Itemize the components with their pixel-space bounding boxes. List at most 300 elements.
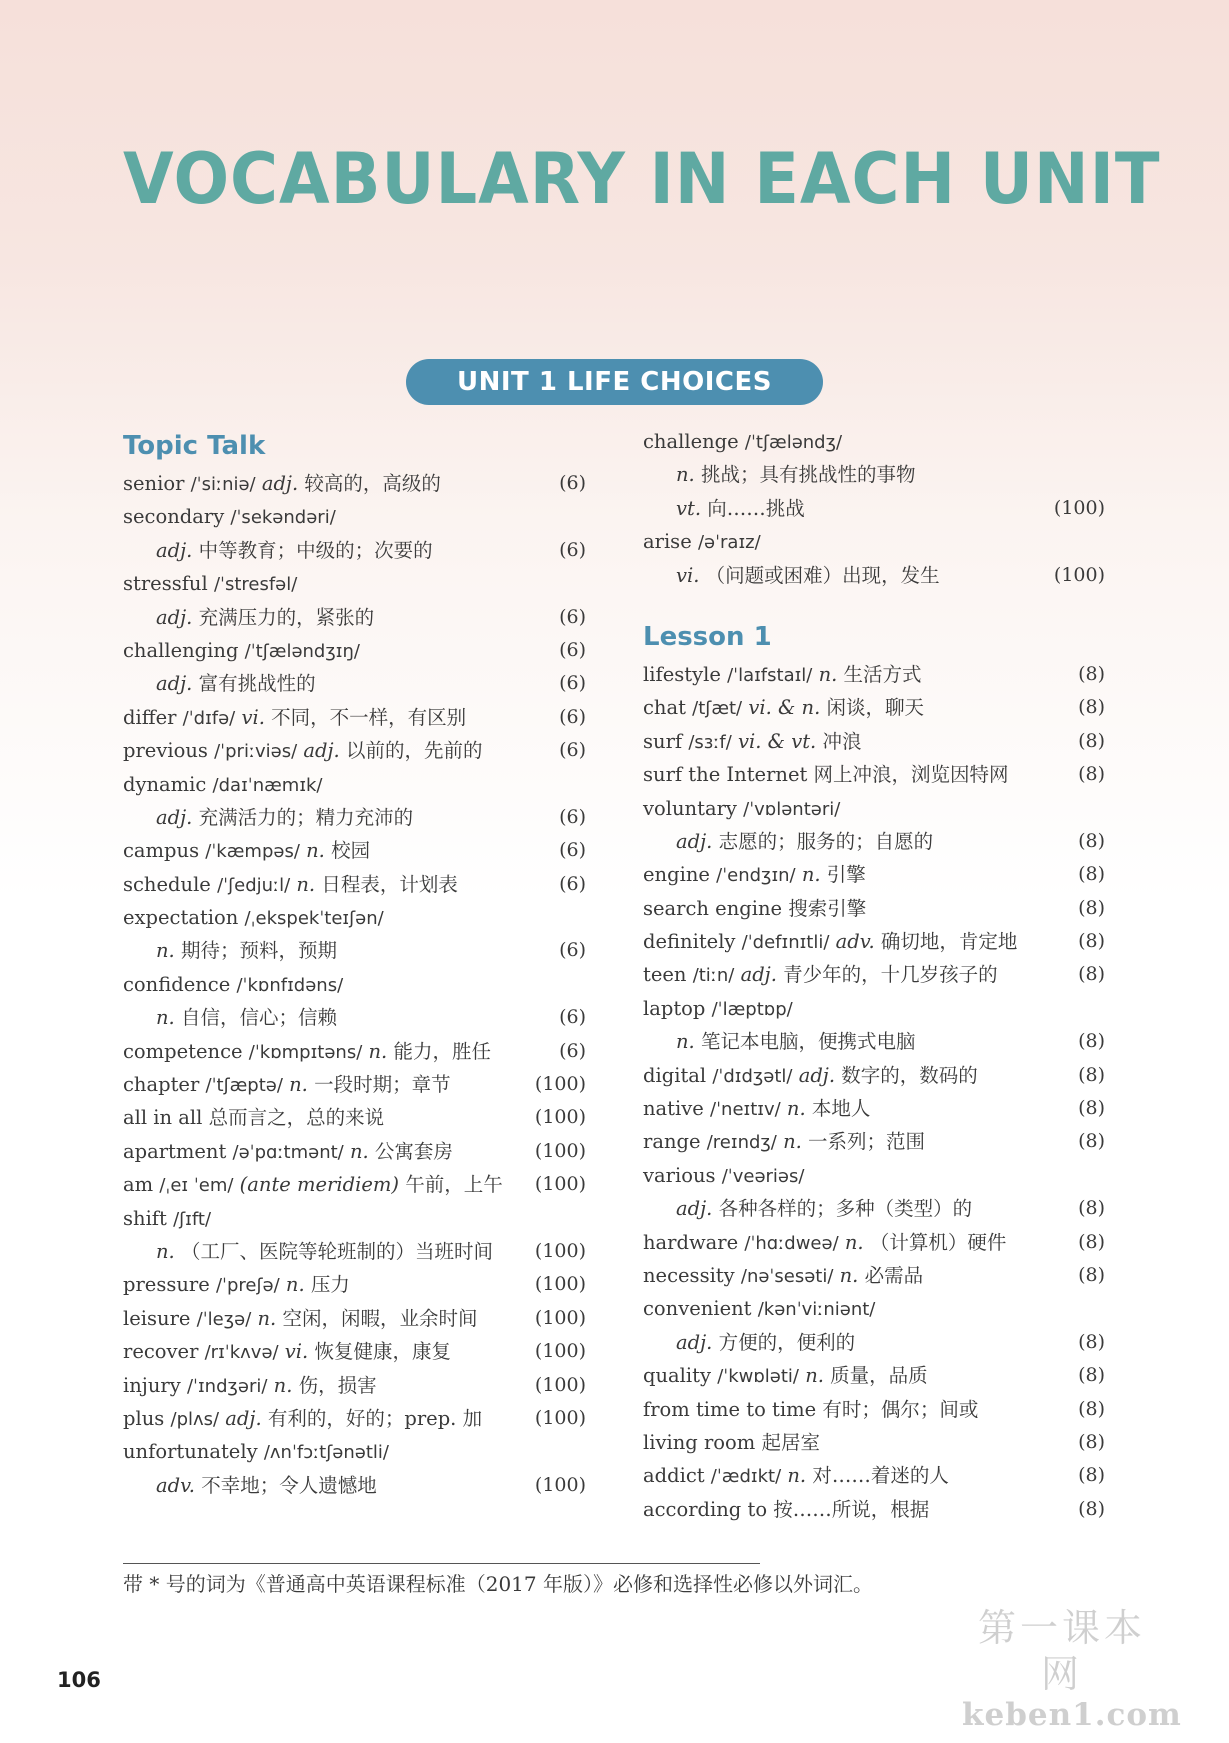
vocab-ipa: /ˈtʃæləndʒ/: [744, 432, 843, 453]
vocab-meaning: 校园: [331, 839, 371, 863]
vocab-entry-text: [643, 1259, 923, 1292]
vocab-entry: [643, 658, 1105, 691]
vocab-entry: [643, 525, 1105, 558]
vocab-word: dynamic: [123, 772, 207, 796]
vocab-entry-text: [643, 425, 842, 458]
vocab-part-of-speech: vi. & n.: [748, 696, 821, 720]
vocab-entry: [123, 567, 586, 600]
vocab-word: hardware: [643, 1230, 739, 1254]
vocab-meaning: 笔记本电脑，便携式电脑: [700, 1030, 916, 1054]
vocab-word: addict: [643, 1464, 705, 1488]
vocab-meaning: 冲浪: [822, 729, 862, 753]
vocab-entry: [123, 500, 586, 533]
vocab-entry: [123, 1469, 586, 1502]
vocab-entry-text: [643, 1493, 929, 1526]
vocab-ipa: /ˈpriːviəs/: [214, 741, 298, 763]
vocab-page-ref: (6): [559, 638, 586, 661]
vocab-part-of-speech: adj.: [676, 1330, 713, 1354]
vocab-word: digital: [643, 1063, 707, 1087]
vocab-word: convenient: [643, 1297, 752, 1321]
vocab-entry: [643, 1059, 1105, 1092]
vocab-entry-text: [123, 868, 458, 901]
vocab-ipa: /ˈtʃæləndʒɪŋ/: [244, 640, 360, 662]
vocab-word: injury: [123, 1373, 181, 1397]
vocab-entry-text: [123, 901, 384, 934]
vocab-entry: [123, 1001, 586, 1034]
vocab-word: voluntary: [643, 796, 737, 820]
vocab-entry-text: [643, 792, 840, 825]
vocab-entry-text: [643, 1393, 978, 1426]
vocab-meaning: 以前的，先前的: [345, 739, 483, 763]
vocab-part-of-speech: n.: [783, 1130, 802, 1154]
vocab-part-of-speech: adv.: [835, 930, 875, 954]
vocab-word: lifestyle: [643, 662, 721, 686]
vocab-meaning: 空闲，闲暇，业余时间: [282, 1306, 478, 1330]
vocab-word: campus: [123, 839, 200, 863]
vocab-part-of-speech: n.: [787, 1464, 807, 1488]
vocab-entry: [643, 691, 1105, 724]
vocab-entry: [123, 601, 586, 634]
vocab-page-ref: (8): [1078, 1230, 1105, 1253]
vocab-page-ref: (8): [1078, 662, 1105, 685]
vocab-ipa: /ʃɪft/: [173, 1208, 212, 1230]
vocab-ipa: /əˈraɪz/: [697, 532, 761, 554]
vocab-entry-text: [643, 1192, 972, 1225]
vocab-entry-text: [123, 1235, 493, 1268]
vocab-page-ref: (6): [559, 1039, 586, 1062]
vocab-word: arise: [643, 530, 692, 554]
vocab-ipa: /ʌnˈfɔːtʃənətli/: [263, 1442, 389, 1464]
vocab-entry-text: [123, 701, 466, 734]
vocab-entry-text: [123, 1168, 503, 1201]
vocab-list: [123, 467, 586, 1502]
vocab-entry-text: [123, 534, 433, 567]
vocab-ipa: /nəˈsesəti/: [740, 1265, 834, 1287]
vocab-meaning: 不幸地；令人遗憾地: [201, 1473, 377, 1497]
vocab-entry: [123, 868, 586, 901]
vocab-part-of-speech: adj.: [261, 472, 299, 495]
vocab-meaning: 中等教育；中级的；次要的: [198, 538, 433, 562]
unit-label-badge: UNIT 1 LIFE CHOICES: [406, 359, 823, 405]
section-heading-topic-talk: Topic Talk: [123, 431, 266, 461]
vocab-entry-text: [123, 1135, 453, 1168]
vocab-entry-text: [123, 467, 441, 500]
vocab-entry: [643, 1292, 1105, 1325]
vocab-page-ref: (100): [534, 1473, 586, 1496]
vocab-entry: [643, 1326, 1105, 1359]
vocab-entry: [123, 901, 586, 934]
vocab-part-of-speech: adj.: [156, 538, 193, 562]
vocab-ipa: /ˈendʒɪn/: [716, 865, 796, 887]
vocab-part-of-speech: n.: [786, 1097, 806, 1121]
vocab-word: secondary: [123, 505, 225, 529]
vocab-page-ref: (8): [1078, 863, 1105, 886]
vocab-ipa: /ˈsekəndəri/: [230, 507, 336, 529]
vocab-part-of-speech: adj.: [676, 829, 713, 853]
vocab-page-ref: (100): [534, 1273, 586, 1296]
vocab-entry-text: [123, 1202, 211, 1235]
vocab-list-continued: [643, 425, 1105, 592]
vocab-entry: [123, 934, 586, 967]
vocab-ipa: /ˈkæmpəs/: [205, 841, 300, 863]
vocab-word: leisure: [123, 1306, 191, 1330]
vocab-entry-text: [123, 667, 316, 700]
vocab-meaning: 自信，信心；信赖: [180, 1006, 337, 1030]
vocab-page-ref: (100): [534, 1306, 586, 1329]
vocab-entry-text: [123, 734, 482, 767]
vocab-part-of-speech: vt.: [676, 496, 702, 520]
vocab-entry-text: [643, 559, 940, 592]
vocab-entry: [123, 968, 586, 1001]
vocab-page-ref: (8): [1078, 1097, 1105, 1120]
vocab-word: search engine: [643, 896, 783, 920]
vocab-entry: [643, 1393, 1105, 1426]
vocab-word: according to: [643, 1497, 768, 1521]
vocab-ipa: /ˈʃedjuːl/: [217, 874, 291, 896]
vocab-page-ref: (100): [534, 1139, 586, 1162]
vocab-page-ref: (6): [559, 839, 586, 862]
vocab-meaning: 一段时期；章节: [314, 1073, 451, 1097]
vocab-word: am: [123, 1173, 154, 1197]
vocab-ipa: /ˈleʒə/: [196, 1308, 252, 1330]
vocab-word: challenging: [123, 638, 239, 662]
vocab-page-ref: (100): [534, 1406, 586, 1429]
vocab-part-of-speech: adj.: [156, 605, 193, 629]
vocab-entry: [123, 1268, 586, 1301]
vocab-entry-text: [643, 825, 933, 858]
vocab-meaning: 质量，品质: [830, 1364, 928, 1388]
vocab-word: definitely: [643, 930, 736, 954]
vocab-entry: [643, 792, 1105, 825]
vocab-entry: [123, 1101, 586, 1134]
footnote-divider: [123, 1563, 760, 1564]
vocab-page-ref: (8): [1078, 1364, 1105, 1387]
vocab-entry: [643, 892, 1105, 925]
vocab-page-ref: (8): [1078, 1030, 1105, 1053]
vocab-page-ref: (6): [559, 538, 586, 561]
vocab-entry-text: [643, 658, 922, 691]
vocab-part-of-speech: adj.: [798, 1063, 836, 1087]
vocab-meaning: 有时；偶尔；间或: [822, 1397, 979, 1421]
vocab-entry: [123, 1335, 586, 1368]
vocab-ipa: /rɪˈkʌvə/: [204, 1342, 279, 1364]
vocab-entry: [123, 1402, 586, 1435]
vocab-ipa: /ˌekspekˈteɪʃən/: [244, 908, 384, 930]
vocab-page-ref: (8): [1078, 1430, 1105, 1453]
vocab-word: necessity: [643, 1263, 735, 1287]
vocab-entry-text: [643, 758, 1009, 791]
vocab-entry: [643, 1359, 1105, 1392]
vocab-ipa: /ˈveəriəs/: [721, 1165, 805, 1187]
vocab-meaning: 恢复健康，康复: [314, 1340, 451, 1364]
vocab-entry: [643, 1192, 1105, 1225]
vocab-entry-text: [123, 968, 343, 1001]
vocab-entry-text: [123, 1068, 451, 1101]
vocab-page-ref: (8): [1078, 896, 1105, 919]
vocab-entry: [643, 1025, 1105, 1058]
vocab-part-of-speech: n.: [805, 1364, 824, 1388]
vocab-part-of-speech: n.: [839, 1263, 859, 1287]
vocab-meaning: 按……所说，根据: [773, 1497, 930, 1521]
vocab-page-ref: (100): [534, 1239, 586, 1262]
vocab-entry-text: [643, 958, 998, 991]
vocab-meaning: 起居室: [761, 1430, 820, 1454]
vocab-page-ref: (8): [1078, 930, 1105, 953]
vocab-meaning: 有利的，好的；prep. 加: [267, 1406, 483, 1430]
vocab-meaning: 富有挑战性的: [198, 672, 316, 696]
vocab-entry: [123, 534, 586, 567]
vocab-meaning: 能力，胜任: [393, 1039, 491, 1063]
vocab-ipa: /ˈkwɒləti/: [717, 1366, 799, 1388]
vocab-page-ref: (8): [1078, 1464, 1105, 1487]
vocab-meaning: 总而言之，总的来说: [208, 1106, 385, 1130]
vocab-page-ref: (6): [559, 705, 586, 728]
vocab-part-of-speech: vi. & vt.: [738, 729, 817, 753]
vocab-entry-text: [643, 525, 761, 558]
vocab-ipa: /əˈpɑːtmənt/: [232, 1141, 344, 1163]
vocab-entry-text: [123, 567, 297, 600]
vocab-entry: [643, 958, 1105, 991]
vocab-word: plus: [123, 1406, 165, 1430]
vocab-word: challenge: [643, 430, 739, 453]
vocab-part-of-speech: n.: [368, 1039, 388, 1063]
vocab-entry: [643, 1125, 1105, 1158]
vocab-meaning: 压力: [310, 1273, 350, 1297]
vocab-ipa: /ˈɪndʒəri/: [186, 1375, 268, 1397]
vocab-page-ref: (6): [559, 472, 586, 494]
vocab-entry: [643, 1259, 1105, 1292]
vocab-word: surf: [643, 729, 683, 753]
vocab-meaning: 对……着迷的人: [812, 1464, 949, 1488]
page-number: 106: [57, 1668, 101, 1692]
vocab-entry-text: [643, 1459, 949, 1492]
vocab-entry-text: [123, 768, 323, 801]
vocab-ipa: /ˈkɒmpɪtəns/: [248, 1041, 363, 1063]
vocab-page-ref: (8): [1078, 1130, 1105, 1153]
vocab-word: stressful: [123, 572, 208, 596]
vocab-ipa: /kənˈviːniənt/: [757, 1299, 876, 1321]
vocab-meaning: 一系列；范围: [808, 1130, 926, 1154]
vocab-word: native: [643, 1097, 704, 1121]
vocab-entry-text: [643, 892, 866, 925]
vocab-meaning: 向……挑战: [707, 496, 805, 520]
vocab-ipa: /ˈædɪkt/: [710, 1466, 782, 1488]
vocab-word: expectation: [123, 906, 239, 930]
vocab-entry-text: [123, 1268, 350, 1301]
vocab-page-ref: (8): [1078, 763, 1105, 786]
vocab-list: [643, 658, 1105, 1526]
vocab-page-ref: (8): [1078, 829, 1105, 852]
vocab-entry-text: [643, 1092, 870, 1125]
vocab-word: surf the Internet: [643, 763, 808, 787]
vocab-entry: [643, 425, 1105, 458]
vocab-meaning: （工厂、医院等轮班制的）当班时间: [180, 1239, 493, 1263]
vocab-part-of-speech: n.: [844, 1230, 864, 1254]
vocab-entry: [123, 667, 586, 700]
vocab-ipa: /ˈsiːniə/: [190, 474, 256, 495]
vocab-entry-text: [643, 691, 924, 724]
vocab-meaning: 数字的，数码的: [841, 1063, 978, 1087]
vocab-entry-text: [123, 1369, 377, 1402]
vocab-page-ref: (8): [1078, 1197, 1105, 1220]
vocab-entry: [643, 992, 1105, 1025]
right-vocab-column: [643, 425, 1105, 1526]
vocab-ipa: /ˈdɪdʒətl/: [712, 1065, 793, 1087]
vocab-entry: [123, 1035, 586, 1068]
vocab-ipa: /ˈdefɪnɪtli/: [741, 932, 830, 954]
vocab-entry: [123, 1168, 586, 1201]
vocab-word: recover: [123, 1340, 199, 1364]
vocab-entry-text: [123, 1335, 451, 1368]
vocab-part-of-speech: n.: [306, 839, 325, 863]
vocab-part-of-speech: adj.: [225, 1406, 262, 1430]
vocab-entry-text: [643, 725, 861, 758]
vocab-meaning: 较高的，高级的: [304, 472, 441, 495]
vocab-entry-text: [123, 1001, 337, 1034]
vocab-meaning: 充满压力的，紧张的: [198, 605, 375, 629]
vocab-part-of-speech: n.: [285, 1273, 305, 1297]
vocab-page-ref: (6): [559, 872, 586, 895]
vocab-word: unfortunately: [123, 1440, 258, 1464]
vocab-page-ref: (100): [1053, 563, 1105, 586]
vocab-word: competence: [123, 1039, 243, 1063]
vocab-part-of-speech: n.: [289, 1073, 308, 1097]
vocab-word: apartment: [123, 1139, 227, 1163]
vocab-word: from time to time: [643, 1397, 817, 1421]
vocab-word: schedule: [123, 872, 211, 896]
vocab-entry-text: [643, 1326, 855, 1359]
vocab-entry: [123, 768, 586, 801]
vocab-part-of-speech: adj.: [740, 963, 777, 987]
vocab-entry: [643, 725, 1105, 758]
vocab-entry-text: [643, 992, 793, 1025]
vocab-entry: [643, 925, 1105, 958]
vocab-entry-text: [123, 1035, 491, 1068]
vocab-entry: [123, 701, 586, 734]
vocab-meaning: 志愿的；服务的；自愿的: [718, 829, 934, 853]
vocab-word: quality: [643, 1364, 711, 1388]
vocab-ipa: /ˈhɑːdweə/: [744, 1232, 839, 1254]
vocab-part-of-speech: n.: [156, 939, 175, 963]
vocab-part-of-speech: n.: [156, 1006, 175, 1030]
vocab-part-of-speech: vi.: [241, 705, 265, 729]
vocab-page-ref: (8): [1078, 1497, 1105, 1520]
vocab-meaning: 伤，损害: [298, 1373, 377, 1397]
vocab-meaning: 公寓套房: [374, 1139, 453, 1163]
vocab-ipa: /ˈlæptɒp/: [711, 998, 793, 1020]
vocab-part-of-speech: n.: [257, 1306, 277, 1330]
vocab-page-ref: (8): [1078, 963, 1105, 986]
vocab-entry: [643, 1493, 1105, 1526]
vocab-meaning: 闲谈，聊天: [826, 696, 925, 720]
vocab-entry: [123, 1235, 586, 1268]
vocab-page-ref: (6): [559, 605, 586, 628]
vocab-word: all in all: [123, 1106, 203, 1130]
vocab-entry: [643, 758, 1105, 791]
vocab-word: shift: [123, 1206, 167, 1230]
vocab-meaning: 午前，上午: [405, 1173, 503, 1197]
left-vocab-column: [123, 425, 586, 1502]
vocab-page-ref: (6): [559, 739, 586, 762]
vocab-part-of-speech: n.: [273, 1373, 293, 1397]
vocab-page-ref: (100): [534, 1073, 586, 1096]
vocab-page-ref: (100): [534, 1340, 586, 1363]
vocab-meaning: 本地人: [811, 1097, 871, 1121]
vocab-part-of-speech: n.: [296, 872, 316, 896]
vocab-part-of-speech: adj.: [156, 805, 193, 829]
vocab-entry-text: [123, 601, 374, 634]
vocab-entry-text: [123, 934, 337, 967]
vocab-word: various: [643, 1163, 716, 1187]
vocab-part-of-speech: (ante meridiem): [239, 1173, 399, 1197]
vocab-entry: [643, 1159, 1105, 1192]
vocab-entry-text: [643, 1226, 1006, 1259]
vocab-entry-text: [123, 1101, 384, 1134]
vocab-entry-text: [123, 801, 413, 834]
vocab-part-of-speech: adj.: [156, 672, 193, 696]
vocab-word: senior: [123, 472, 185, 495]
vocab-meaning: 青少年的，十几岁孩子的: [783, 963, 998, 987]
watermark: [962, 1605, 1182, 1733]
vocab-word: pressure: [123, 1273, 210, 1297]
vocab-entry-text: [123, 634, 360, 667]
vocab-entry: [123, 801, 586, 834]
vocab-ipa: /plʌs/: [170, 1408, 220, 1430]
vocab-entry-text: [123, 1302, 477, 1335]
vocab-part-of-speech: n.: [676, 1030, 695, 1054]
vocab-page-ref: (6): [559, 672, 586, 695]
vocab-word: range: [643, 1130, 701, 1154]
vocab-ipa: /ˈvɒləntəri/: [743, 798, 841, 820]
vocab-ipa: /ˈstresfəl/: [213, 574, 298, 596]
vocab-ipa: /ˈneɪtɪv/: [710, 1099, 781, 1121]
vocab-page-ref: (6): [559, 1006, 586, 1029]
vocab-meaning: 挑战；具有挑战性的事物: [700, 463, 916, 487]
vocab-entry-text: [643, 1125, 925, 1158]
vocab-entry: [643, 559, 1105, 592]
vocab-entry: [643, 492, 1105, 525]
vocab-entry: [643, 1426, 1105, 1459]
vocab-entry-text: [643, 1359, 928, 1392]
vocab-ipa: /sɜːf/: [688, 731, 732, 753]
vocab-part-of-speech: vi.: [284, 1340, 309, 1364]
vocab-meaning: （问题或困难）出现，发生: [705, 563, 940, 587]
vocab-meaning: 方便的，便利的: [718, 1330, 856, 1354]
vocab-part-of-speech: adv.: [156, 1473, 196, 1497]
vocab-meaning: 引擎: [826, 863, 866, 887]
vocab-page-ref: (100): [534, 1106, 586, 1129]
vocab-entry-text: [643, 1159, 804, 1192]
vocab-meaning: 搜索引擎: [788, 896, 867, 920]
vocab-meaning: 不同，不一样，有区别: [271, 705, 467, 729]
watermark-url: keben1.com: [962, 1697, 1182, 1733]
vocab-ipa: /ˈkɒnfɪdəns/: [236, 974, 344, 996]
vocab-page-ref: (8): [1078, 1330, 1105, 1353]
vocab-entry: [643, 1226, 1105, 1259]
vocab-entry-text: [643, 925, 1017, 958]
vocab-page-ref: (6): [559, 939, 586, 962]
vocab-entry-text: [643, 458, 915, 491]
vocab-entry: [123, 634, 586, 667]
vocab-ipa: /ˈlaɪfstaɪl/: [727, 664, 813, 686]
vocab-entry-text: [123, 1469, 377, 1502]
vocab-word: differ: [123, 705, 177, 729]
vocab-ipa: /ˌeɪ ˈem/: [159, 1175, 234, 1197]
vocab-entry-text: [643, 1426, 820, 1459]
vocab-entry: [643, 458, 1105, 491]
vocab-page-ref: (8): [1078, 729, 1105, 752]
vocab-ipa: /ˈpreʃə/: [215, 1275, 280, 1297]
